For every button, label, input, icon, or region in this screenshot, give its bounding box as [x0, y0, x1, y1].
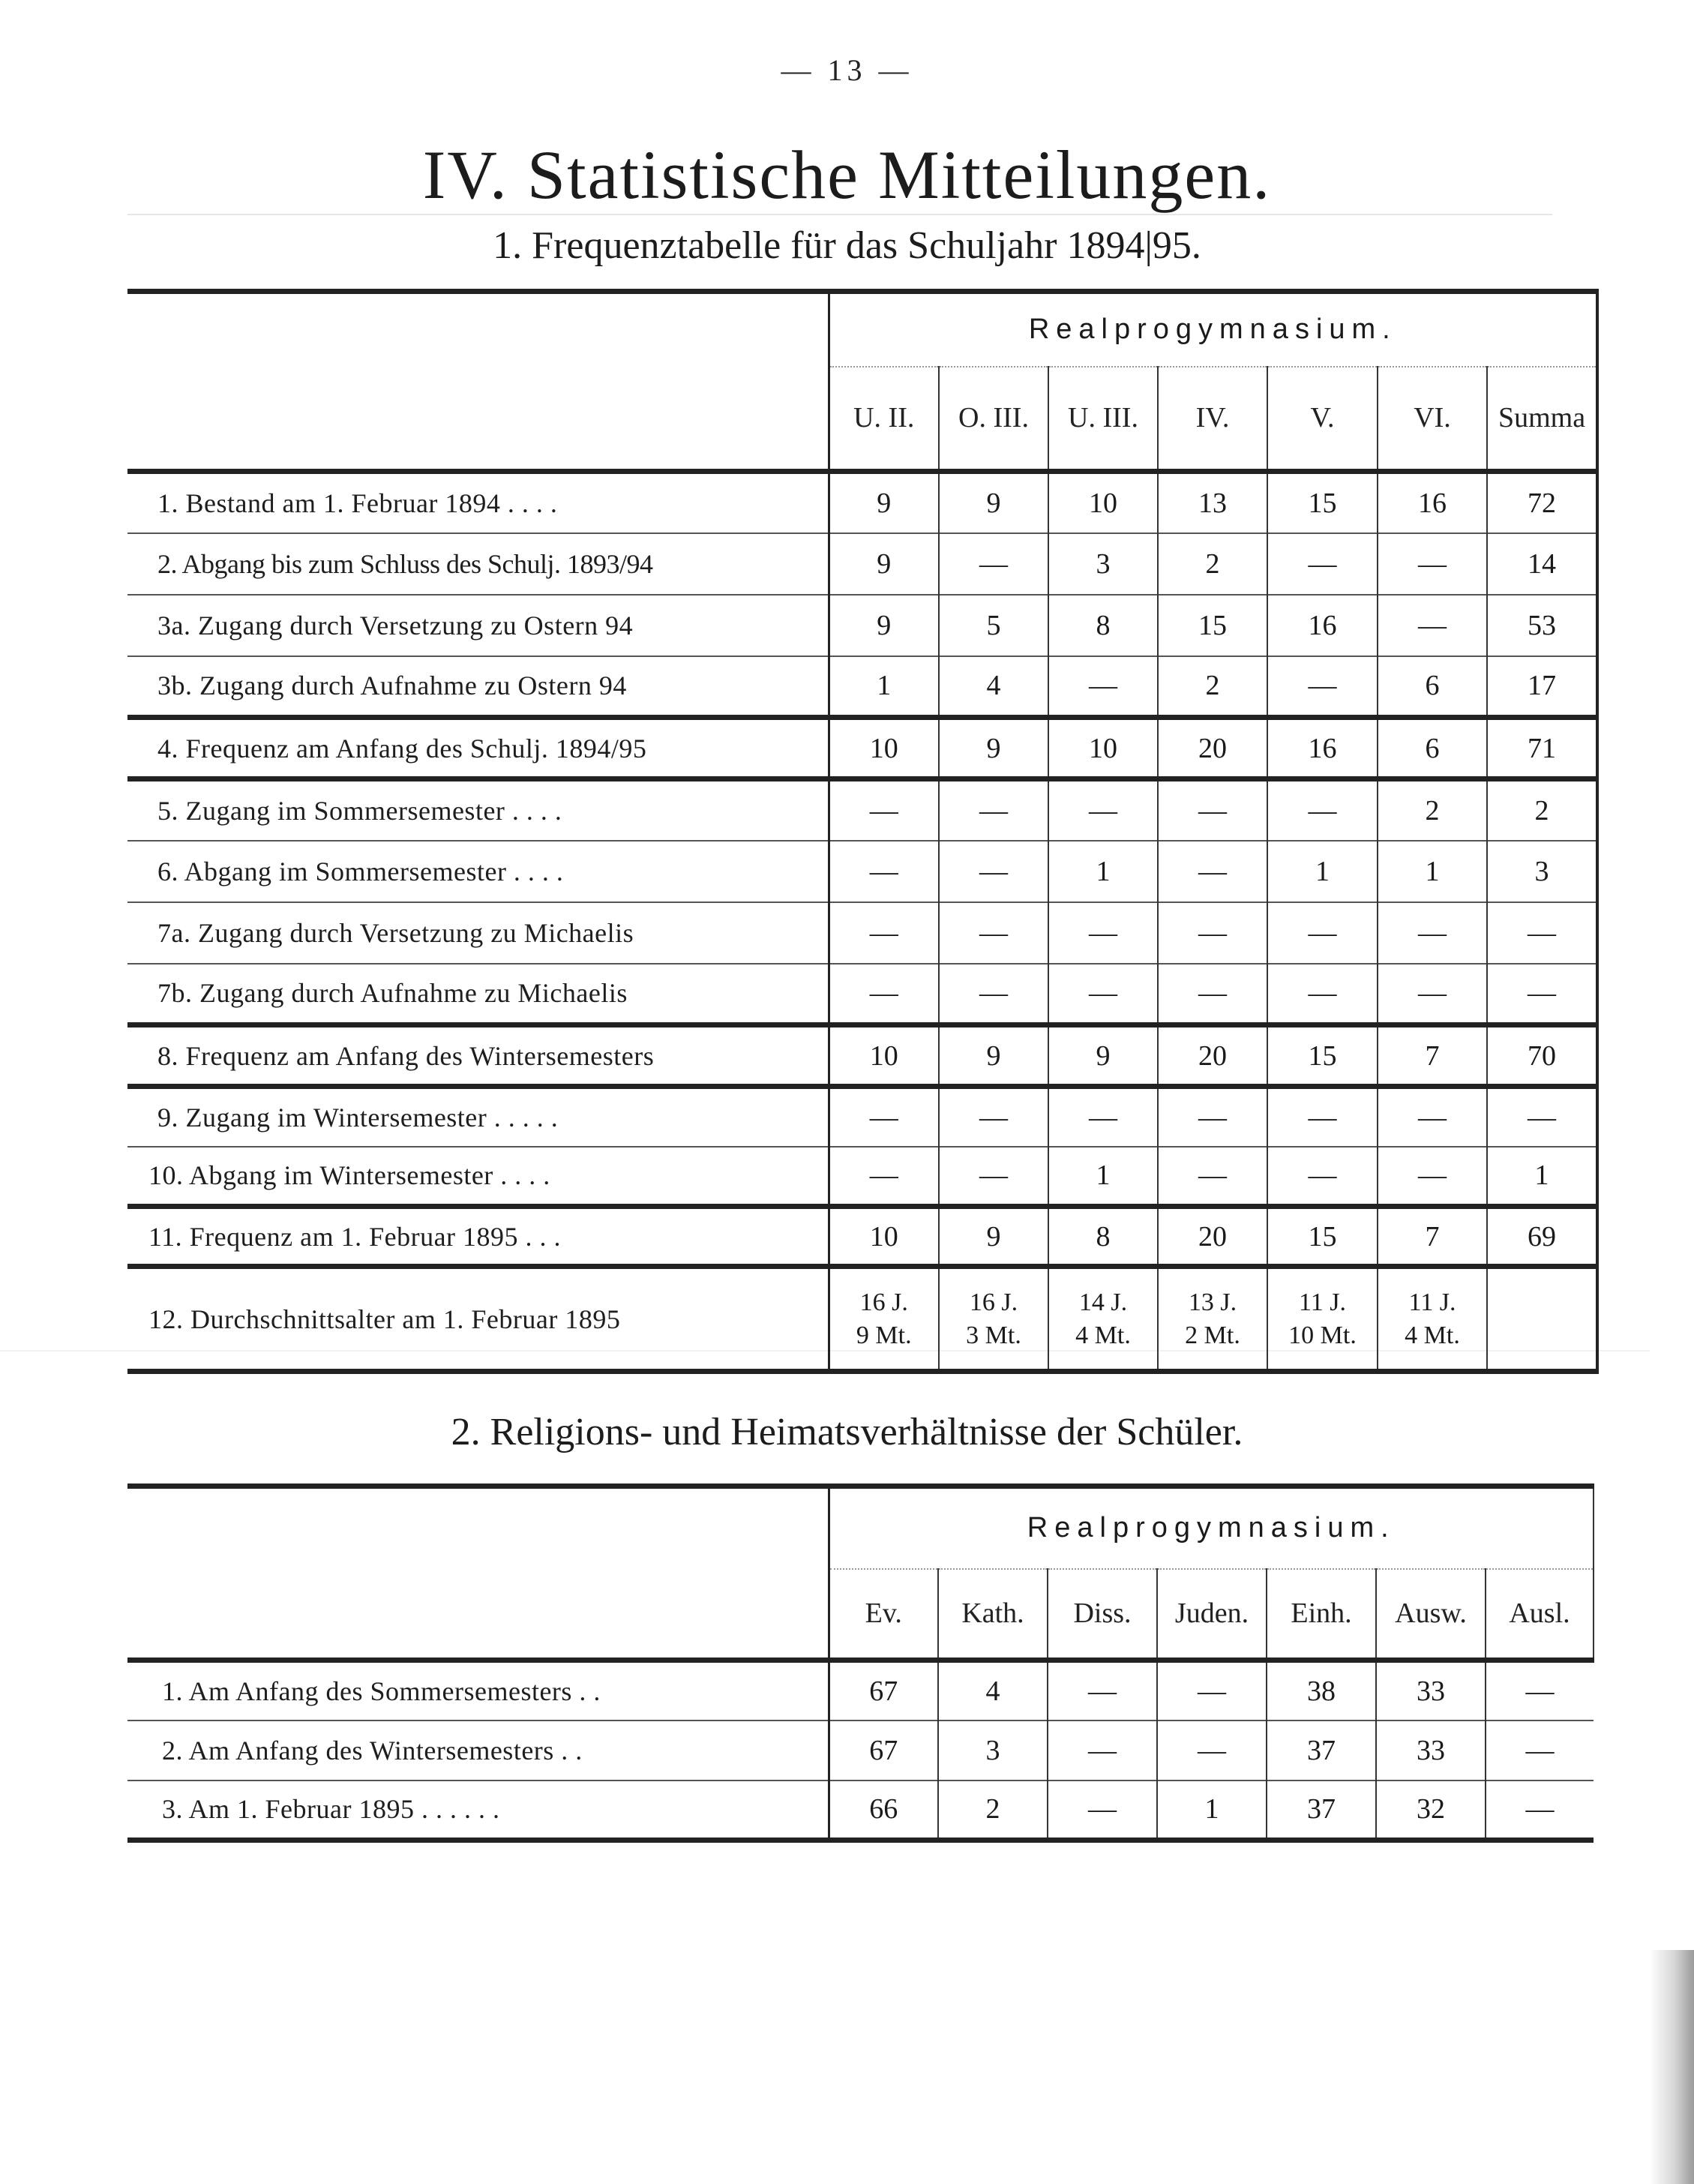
age-years: 11 J. [1408, 1288, 1456, 1316]
table-cell: — [1267, 1147, 1378, 1207]
table-cell: — [829, 841, 939, 902]
column-header: IV. [1158, 367, 1267, 472]
table-cell: 15 [1267, 1207, 1378, 1267]
table-row [127, 1087, 1597, 1147]
table-cell: — [1486, 1780, 1594, 1840]
table-cell: 9 [939, 1207, 1048, 1267]
column-header: Kath. [938, 1569, 1048, 1660]
table-row [127, 595, 1597, 656]
table-row [127, 964, 1597, 1025]
age-years: 16 J. [859, 1288, 908, 1316]
column-header: O. III. [939, 367, 1048, 472]
column-header: Ev. [829, 1569, 938, 1660]
table-cell: — [1048, 1720, 1157, 1780]
table-cell: 3 [1048, 533, 1158, 595]
table-cell: 9 [829, 595, 939, 656]
table-cell: 32 [1376, 1780, 1486, 1840]
table-cell: — [1267, 964, 1378, 1025]
page-title: IV. Statistische Mitteilungen. [422, 136, 1272, 213]
table-cell: 7 [1378, 1207, 1487, 1267]
table-row [127, 472, 1597, 533]
table-cell: 67 [829, 1720, 938, 1780]
table-cell-sum: 70 [1487, 1025, 1597, 1087]
table-row [127, 656, 1597, 718]
column-header: V. [1267, 367, 1378, 472]
row-label: 1. Am Anfang des Sommersemesters . . [162, 1676, 601, 1706]
table-row [127, 533, 1597, 595]
table-cell: 1 [1267, 841, 1378, 902]
table-cell: — [939, 1087, 1048, 1147]
row-label: 9. Zugang im Wintersemester . . . . . [157, 1102, 559, 1132]
table-cell: 4 [939, 656, 1048, 718]
row-label: 2. Am Anfang des Wintersemesters . . [162, 1735, 583, 1766]
table-cell: — [1267, 902, 1378, 964]
table-cell: 33 [1376, 1660, 1486, 1720]
table-cell: 4 [938, 1660, 1048, 1720]
table-cell: — [1378, 964, 1487, 1025]
column-header: U. II. [829, 367, 939, 472]
table-cell: 9 [829, 472, 939, 533]
column-header: U. III. [1048, 367, 1158, 472]
table-cell: — [829, 1147, 939, 1207]
row-label: 3. Am 1. Februar 1895 . . . . . . [162, 1794, 500, 1825]
table-cell: — [1158, 1147, 1267, 1207]
age-years: 14 J. [1078, 1288, 1128, 1316]
table-cell: — [829, 1087, 939, 1147]
table-cell: 37 [1267, 1780, 1376, 1840]
table-cell: — [1267, 656, 1378, 718]
table-cell: 1 [1378, 841, 1487, 902]
table-cell: — [1158, 1087, 1267, 1147]
row-label: 8. Frequenz am Anfang des Wintersemesters [157, 1040, 655, 1071]
religion-section-title: 2. Religions- und Heimatsverhältnisse der Schüler. [451, 1411, 1243, 1454]
age-cell [829, 1267, 939, 1372]
table-cell-sum: 72 [1487, 472, 1597, 533]
table-cell: 10 [1048, 718, 1158, 779]
table-cell: — [939, 841, 1048, 902]
page-curl-shadow [1649, 1950, 1694, 2184]
table-cell: — [1048, 1087, 1158, 1147]
age-cell [939, 1267, 1048, 1372]
row-label: 12. Durchschnittsalter am 1. Februar 1895 [148, 1304, 621, 1334]
table-cell: — [829, 779, 939, 841]
table-cell: 10 [1048, 472, 1158, 533]
table-cell: — [1158, 841, 1267, 902]
table-cell: 16 [1267, 718, 1378, 779]
table-cell-sum: — [1487, 902, 1597, 964]
age-cell [1158, 1267, 1267, 1372]
table-cell: 66 [829, 1780, 938, 1840]
table-cell: — [1048, 656, 1158, 718]
column-header: Diss. [1048, 1569, 1157, 1660]
table-cell: 6 [1378, 718, 1487, 779]
table-cell: — [1048, 964, 1158, 1025]
row-label: 5. Zugang im Sommersemester . . . . [157, 795, 562, 826]
table-cell: — [1157, 1660, 1267, 1720]
table-cell: — [829, 964, 939, 1025]
table-cell-sum: 14 [1487, 533, 1597, 595]
age-years: 11 J. [1299, 1288, 1346, 1316]
table-cell: — [1378, 1087, 1487, 1147]
table-cell: — [829, 902, 939, 964]
table-row [127, 1780, 1594, 1840]
table-cell: 1 [1048, 841, 1158, 902]
table-cell: 20 [1158, 1207, 1267, 1267]
table-cell: — [1048, 779, 1158, 841]
table-cell: 20 [1158, 718, 1267, 779]
table-cell: — [1048, 1780, 1157, 1840]
table-row [127, 902, 1597, 964]
table-cell: 3 [938, 1720, 1048, 1780]
age-months: 3 Mt. [966, 1321, 1021, 1349]
table-cell: — [1157, 1720, 1267, 1780]
page-number: — 13 — [781, 53, 913, 87]
table-cell: 9 [939, 472, 1048, 533]
table-cell: 15 [1158, 595, 1267, 656]
age-years: 16 J. [969, 1288, 1018, 1316]
table-cell-sum: — [1487, 964, 1597, 1025]
age-cell [1048, 1267, 1158, 1372]
column-header: VI. [1378, 367, 1487, 472]
frequency-table [127, 289, 1599, 1374]
table-cell-sum: 3 [1487, 841, 1597, 902]
table-cell: — [1378, 902, 1487, 964]
row-label: 2. Abgang bis zum Schluss des Schulj. 1893/94 [157, 548, 653, 579]
table-cell: — [1378, 533, 1487, 595]
table-cell: 38 [1267, 1660, 1376, 1720]
table-cell: 9 [939, 1025, 1048, 1087]
table-cell: 5 [939, 595, 1048, 656]
table-cell: 9 [939, 718, 1048, 779]
table-cell: 9 [1048, 1025, 1158, 1087]
column-header: Einh. [1267, 1569, 1376, 1660]
label-column-header [127, 292, 829, 472]
row-label: 4. Frequenz am Anfang des Schulj. 1894/95 [157, 733, 647, 764]
table-cell-sum: 71 [1487, 718, 1597, 779]
table-cell: 2 [1378, 779, 1487, 841]
column-header-summa: Summa [1487, 367, 1597, 472]
table-cell: — [939, 1147, 1048, 1207]
table-cell: — [1267, 779, 1378, 841]
row-label: 3b. Zugang durch Aufnahme zu Ostern 94 [157, 670, 627, 701]
column-header: Juden. [1157, 1569, 1267, 1660]
age-years: 13 J. [1188, 1288, 1237, 1316]
table-cell-sum: — [1487, 1087, 1597, 1147]
table-cell: — [1048, 1660, 1157, 1720]
age-months: 9 Mt. [856, 1321, 912, 1349]
frequency-table-title: 1. Frequenztabelle für das Schuljahr 1894|95. [493, 224, 1201, 267]
table-cell: 33 [1376, 1720, 1486, 1780]
table-row [127, 1025, 1597, 1087]
row-label: 7b. Zugang durch Aufnahme zu Michaelis [157, 978, 628, 1009]
table-cell-sum: 69 [1487, 1207, 1597, 1267]
table-row [127, 718, 1597, 779]
table-cell: 15 [1267, 472, 1378, 533]
table-cell: 15 [1267, 1025, 1378, 1087]
table-cell: 8 [1048, 1207, 1158, 1267]
table-cell: — [939, 902, 1048, 964]
table-cell: — [1378, 1147, 1487, 1207]
table-cell-sum: 2 [1487, 779, 1597, 841]
table-cell: 8 [1048, 595, 1158, 656]
table-cell: — [1158, 902, 1267, 964]
table-cell: — [939, 964, 1048, 1025]
age-months: 2 Mt. [1185, 1321, 1240, 1349]
table-cell: 13 [1158, 472, 1267, 533]
table-cell: — [1158, 779, 1267, 841]
table-cell: 20 [1158, 1025, 1267, 1087]
table-cell: — [939, 779, 1048, 841]
table-cell: 16 [1378, 472, 1487, 533]
table-row [127, 779, 1597, 841]
table-row [127, 1720, 1594, 1780]
table-cell: 7 [1378, 1025, 1487, 1087]
table-row [127, 841, 1597, 902]
row-label: 7a. Zugang durch Versetzung zu Michaelis [157, 917, 634, 948]
age-months: 10 Mt. [1288, 1321, 1357, 1349]
table-cell: 1 [1048, 1147, 1158, 1207]
table-cell-sum: 53 [1487, 595, 1597, 656]
label-column-header [127, 1486, 829, 1660]
age-cell-summa-empty [1487, 1267, 1597, 1372]
table-cell: — [1486, 1720, 1594, 1780]
group-header-realprogymnasium: Realprogymnasium. [829, 292, 1597, 367]
column-header: Ausw. [1376, 1569, 1486, 1660]
table-cell: 67 [829, 1660, 938, 1720]
table-cell: 10 [829, 718, 939, 779]
column-header: Ausl. [1486, 1569, 1594, 1660]
table-cell: 2 [1158, 533, 1267, 595]
age-cell [1378, 1267, 1487, 1372]
table-cell: 10 [829, 1207, 939, 1267]
table-cell: — [1267, 533, 1378, 595]
table-cell: — [1486, 1660, 1594, 1720]
table-cell: 2 [1158, 656, 1267, 718]
table-cell: 37 [1267, 1720, 1376, 1780]
table-cell: 16 [1267, 595, 1378, 656]
table-cell: 1 [1157, 1780, 1267, 1840]
table-cell: — [1267, 1087, 1378, 1147]
table-cell-sum: 17 [1487, 656, 1597, 718]
table-row-average-age [127, 1267, 1597, 1372]
group-header-realprogymnasium: Realprogymnasium. [829, 1486, 1594, 1569]
table-row [127, 1147, 1597, 1207]
table-cell: 10 [829, 1025, 939, 1087]
row-label: 3a. Zugang durch Versetzung zu Ostern 94 [157, 610, 634, 640]
table-cell: — [1158, 964, 1267, 1025]
table-row [127, 1207, 1597, 1267]
age-cell [1267, 1267, 1378, 1372]
row-label: 6. Abgang im Sommersemester . . . . [157, 856, 564, 886]
table-cell: 6 [1378, 656, 1487, 718]
table-cell-sum: 1 [1487, 1147, 1597, 1207]
table-cell: — [939, 533, 1048, 595]
table-cell: — [1378, 595, 1487, 656]
table-row [127, 1660, 1594, 1720]
age-months: 4 Mt. [1075, 1321, 1131, 1349]
table-cell: — [1048, 902, 1158, 964]
table-cell: 2 [938, 1780, 1048, 1840]
age-months: 4 Mt. [1405, 1321, 1460, 1349]
row-label: 11. Frequenz am 1. Februar 1895 . . . [148, 1221, 562, 1252]
table-cell: 9 [829, 533, 939, 595]
row-label: 10. Abgang im Wintersemester . . . . [148, 1160, 550, 1191]
religion-table [127, 1484, 1594, 1843]
row-label: 1. Bestand am 1. Februar 1894 . . . . [157, 488, 558, 518]
table-cell: 1 [829, 656, 939, 718]
